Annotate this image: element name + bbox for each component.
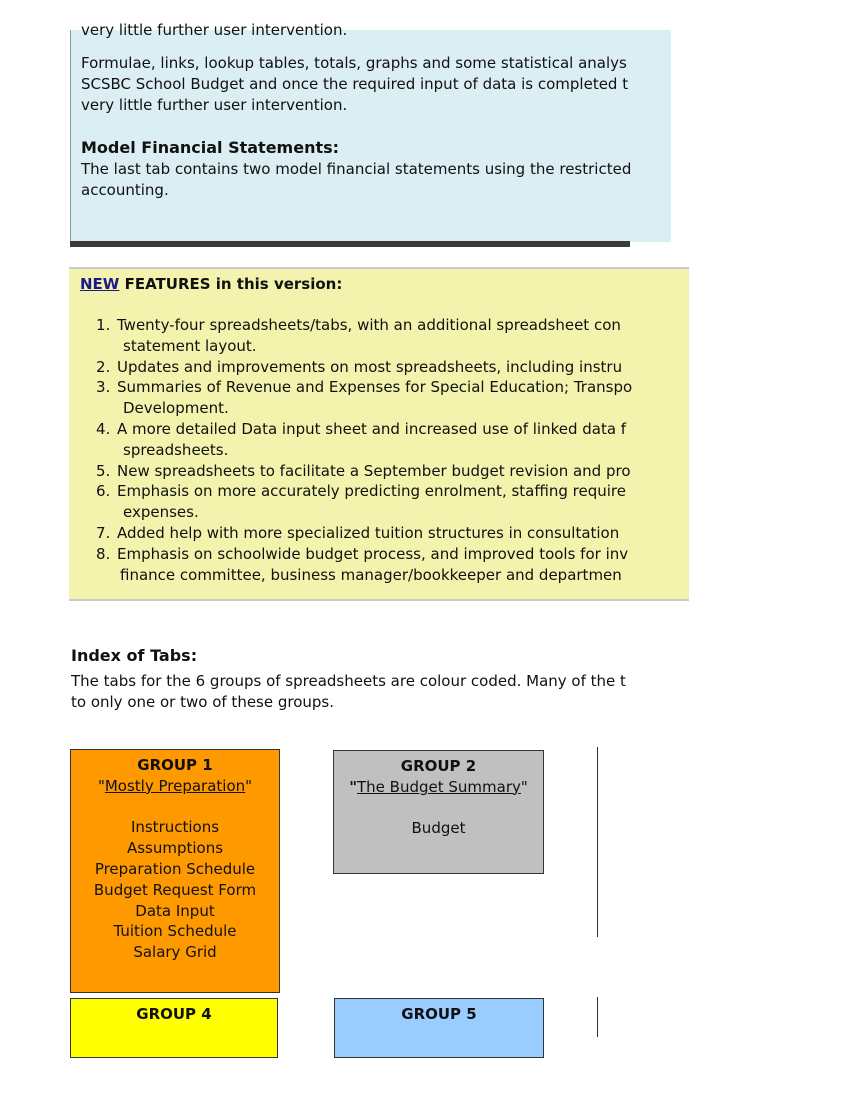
index-text: to only one or two of these groups.	[71, 693, 335, 711]
tab-budget[interactable]: Budget	[411, 819, 466, 838]
index-heading: Index of Tabs:	[71, 646, 198, 665]
model-statements-text: accounting.	[81, 181, 169, 199]
features-heading	[80, 274, 342, 295]
group-subtitle: "Mostly Preparation"	[97, 776, 253, 795]
feature-number: 3.	[96, 378, 111, 397]
model-statements-text: The last tab contains two model financial statements using the restricted	[81, 160, 632, 178]
feature-text: spreadsheets.	[123, 440, 229, 459]
feature-text: Summaries of Revenue and Expenses for Special Education; Transpo	[117, 378, 633, 397]
feature-text: statement layout.	[123, 336, 257, 355]
new-link[interactable]: NEW	[80, 275, 120, 293]
tab-preparation-schedule[interactable]: Preparation Schedule	[94, 859, 256, 878]
feature-text: Added help with more specialized tuition structures in consultation	[117, 524, 620, 542]
feature-text: Updates and improvements on most spreadsheets, including instru	[117, 357, 623, 376]
feature-text: A more detailed Data input sheet and increased use of linked data f	[117, 420, 627, 438]
tab-instructions[interactable]: Instructions	[130, 818, 220, 837]
feature-number: 5.	[96, 461, 111, 480]
group-title: GROUP 4	[136, 1005, 212, 1023]
group-3-edge	[597, 747, 598, 937]
tab-salary-grid[interactable]: Salary Grid	[133, 943, 217, 962]
index-text: The tabs for the 6 groups of spreadsheets are colour coded. Many of the t	[71, 672, 626, 690]
feature-text: New spreadsheets to facilitate a September budget revision and pro	[117, 461, 631, 480]
group-title: GROUP 5	[401, 1005, 477, 1023]
group-subtitle-link[interactable]: Mostly Preparation	[104, 776, 246, 795]
feature-text: expenses.	[123, 503, 199, 522]
model-statements-heading: Model Financial Statements:	[81, 138, 340, 157]
feature-text: Emphasis on schoolwide budget process, and improved tools for inv	[117, 544, 629, 563]
feature-number: 6.	[96, 482, 111, 501]
group-6-edge	[597, 997, 598, 1037]
group-subtitle: "The Budget Summary"	[349, 777, 528, 796]
feature-number: 2.	[96, 357, 111, 376]
partial-text-line: very little further user intervention.	[81, 21, 348, 39]
feature-text: Twenty-four spreadsheets/tabs, with an additional spreadsheet con	[117, 316, 621, 334]
group-title: GROUP 2	[400, 757, 477, 775]
feature-number: 1.	[96, 316, 111, 334]
feature-text: finance committee, business manager/bookkeeper and departmen	[120, 565, 622, 584]
feature-number: 8.	[96, 544, 111, 563]
feature-text: Development.	[123, 399, 229, 418]
tab-budget-request-form[interactable]: Budget Request Form	[93, 880, 257, 899]
group-4-card[interactable]	[70, 998, 278, 1058]
group-title: GROUP 1	[137, 756, 213, 774]
group-5-card[interactable]	[334, 998, 544, 1058]
features-heading-text: FEATURES in this version:	[124, 275, 343, 293]
tab-tuition-schedule[interactable]: Tuition Schedule	[113, 922, 237, 941]
feature-number: 4.	[96, 420, 111, 438]
group-subtitle-link[interactable]: The Budget Summary	[357, 777, 521, 796]
feature-number: 7.	[96, 524, 111, 542]
group-2-card[interactable]	[333, 750, 544, 874]
intro-line: SCSBC School Budget and once the required input of data is completed t	[81, 75, 629, 93]
tab-assumptions[interactable]: Assumptions	[126, 839, 224, 858]
intro-line: very little further user intervention.	[81, 96, 348, 114]
section-divider	[70, 241, 630, 247]
feature-text: Emphasis on more accurately predicting enrolment, staffing require	[117, 482, 626, 501]
intro-line: Formulae, links, lookup tables, totals, graphs and some statistical analys	[81, 54, 627, 72]
tab-data-input[interactable]: Data Input	[135, 901, 215, 920]
group-1-card[interactable]	[70, 749, 280, 993]
